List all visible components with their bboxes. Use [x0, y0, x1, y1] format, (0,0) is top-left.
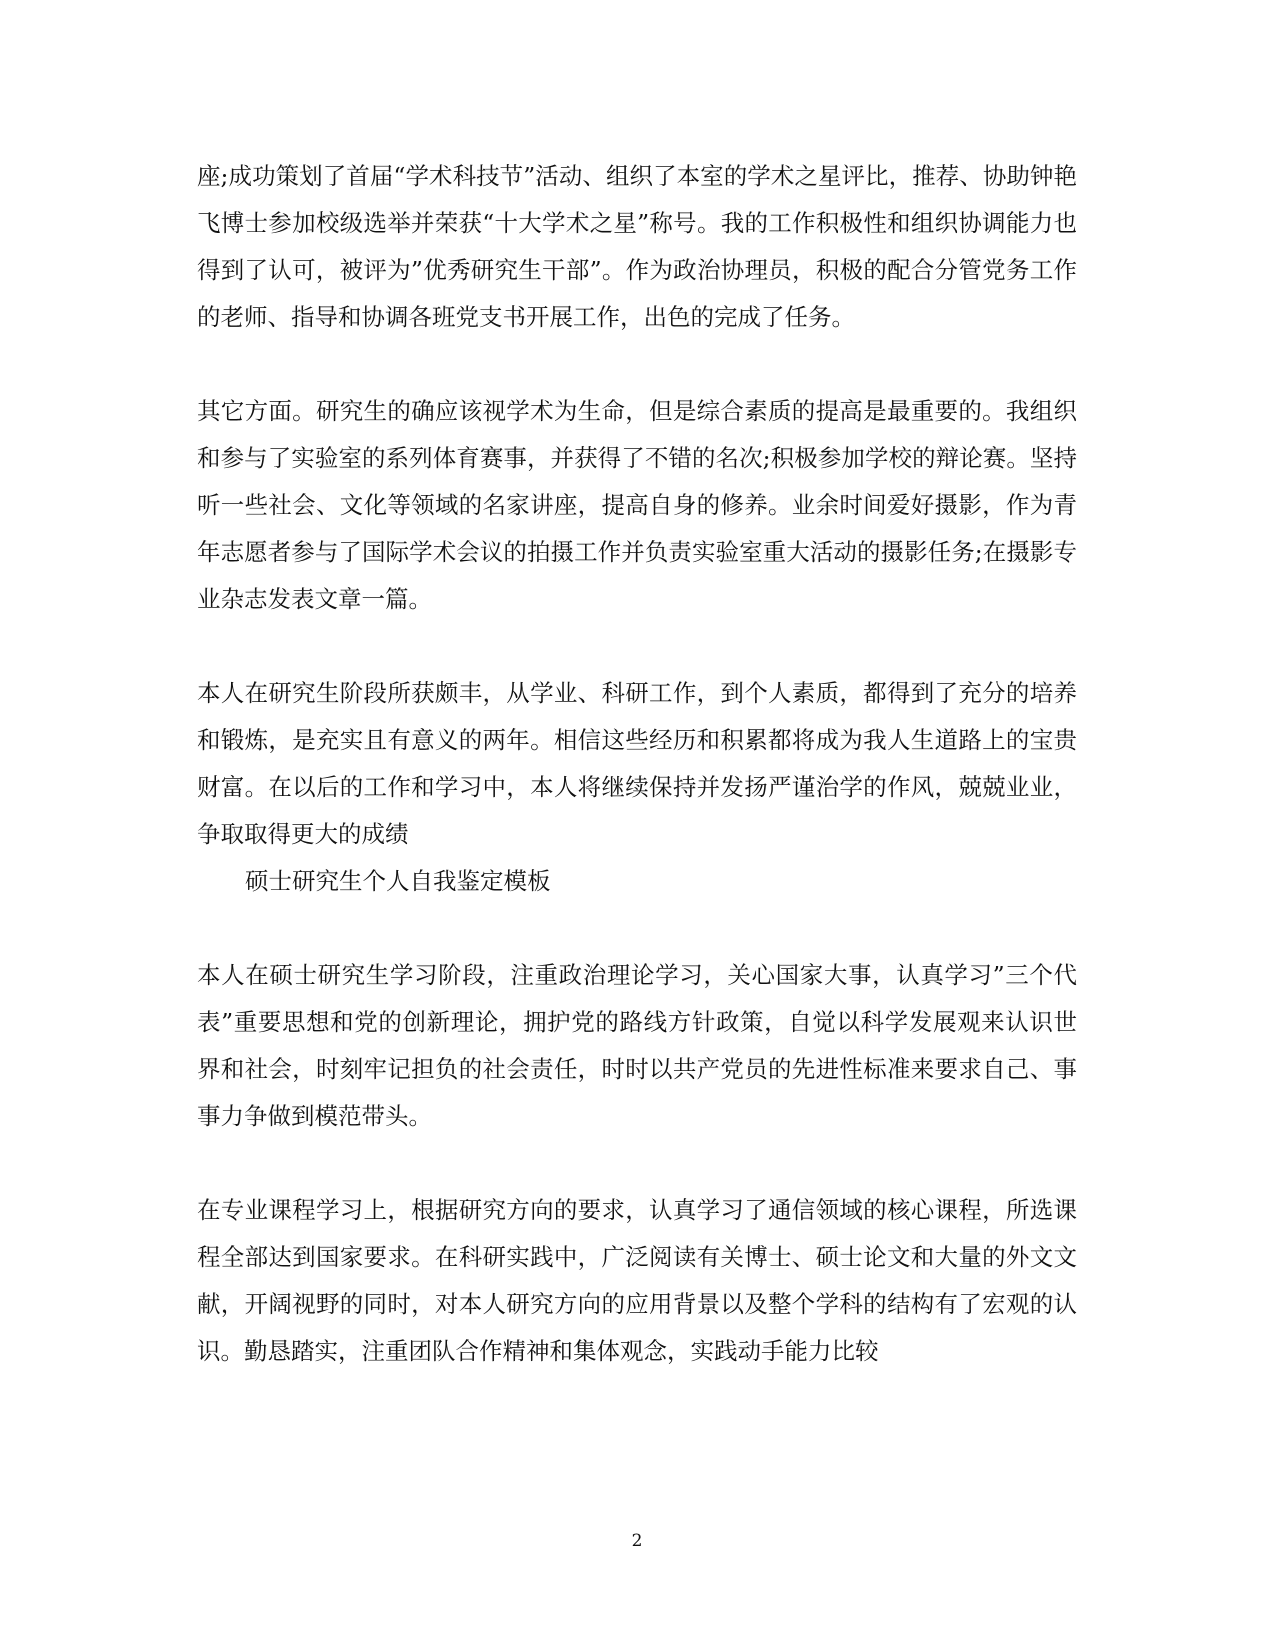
paragraph-other-aspects: 其它方面。研究生的确应该视学术为生命，但是综合素质的提高是最重要的。我组织和参与了实验室的系列体育赛事，并获得了不错的名次;积极参加学校的辩论赛。坚持听一些社会、文化等领域的名家讲座，提高自身的修养。业余时间爱好摄影，作为青年志愿者参与了国际学术会议的拍摄工作并负责实验室重大活动的摄影任务;在摄影专业杂志发表文章一篇。	[197, 397, 1077, 613]
section-title: 硕士研究生个人自我鉴定模板	[245, 867, 551, 895]
paragraph-political-study: 本人在硕士研究生学习阶段，注重政治理论学习，关心国家大事，认真学习”三个代表”重要思想和党的创新理论，拥护党的路线方针政策，自觉以科学发展观来认识世界和社会，时刻牢记担负的社会责任，时时以共产党员的先进性标准来要求自己、事事力争做到模范带头。	[197, 961, 1077, 1130]
page-number: 2	[631, 1531, 643, 1551]
paragraph-course-study: 在专业课程学习上，根据研究方向的要求，认真学习了通信领域的核心课程，所选课程全部达到国家要求。在科研实践中，广泛阅读有关博士、硕士论文和大量的外文文献，开阔视野的同时，对本人研究方向的应用背景以及整个学科的结构有了宏观的认识。勤恳踏实，注重团队合作精神和集体观念，实践动手能力比较	[197, 1196, 1077, 1365]
paragraph-student-work: 座;成功策划了首届“学术科技节”活动、组织了本室的学术之星评比，推荐、协助钟艳飞博士参加校级选举并荣获“十大学术之星”称号。我的工作积极性和组织协调能力也得到了认可，被评为”优秀研究生干部”。作为政治协理员，积极的配合分管党务工作的老师、指导和协调各班党支书开展工作，出色的完成了任务。	[197, 162, 1077, 331]
document-body	[197, 153, 1077, 1375]
paragraph-summary: 本人在研究生阶段所获颇丰，从学业、科研工作，到个人素质，都得到了充分的培养和锻炼，是充实且有意义的两年。相信这些经历和积累都将成为我人生道路上的宝贵财富。在以后的工作和学习中，本人将继续保持并发扬严谨治学的作风，兢兢业业，争取取得更大的成绩	[197, 679, 1077, 848]
